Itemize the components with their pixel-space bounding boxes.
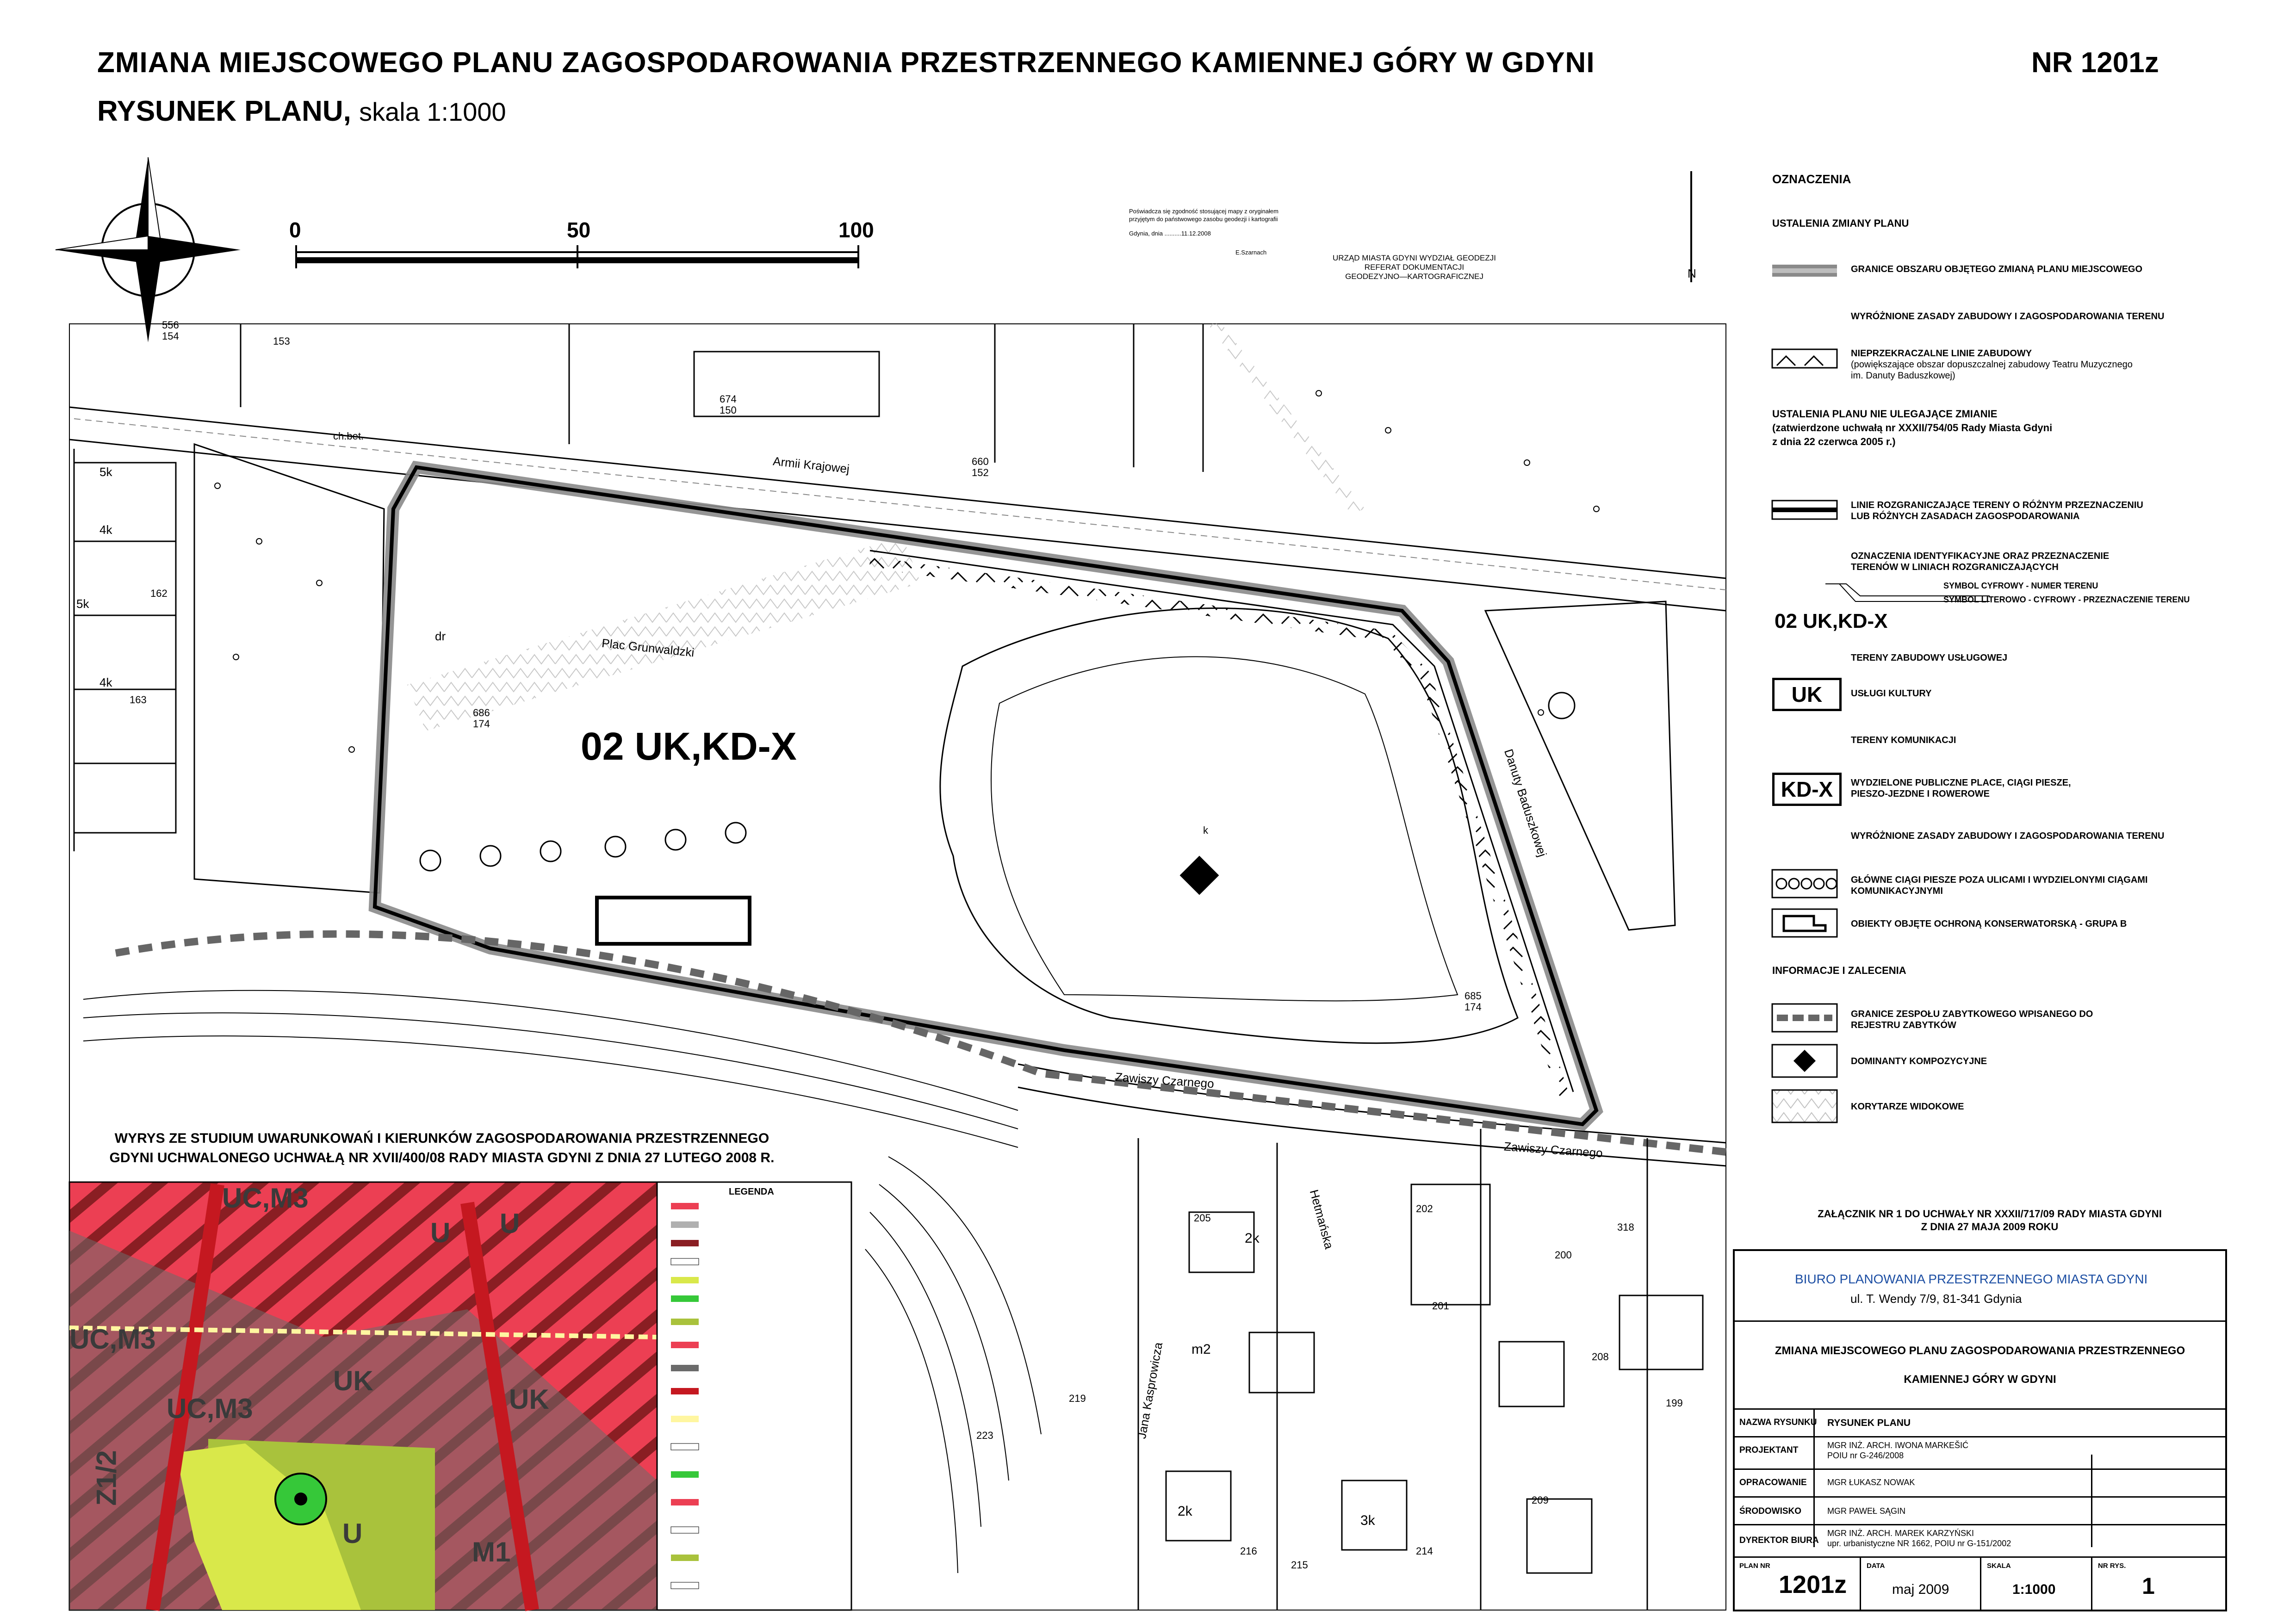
attachment-line-2: Z DNIA 27 MAJA 2009 ROKU [1921, 1221, 2059, 1233]
row-label-director: DYREKTOR BIURA [1739, 1536, 1819, 1545]
legend-desc-kdx-1: WYDZIELONE PUBLICZNE PLACE, CIĄGI PIESZE, [1851, 778, 2071, 788]
scale-tick-100: 100 [838, 218, 874, 242]
legend-ident [1851, 551, 2109, 573]
building-m2: m2 [1191, 1342, 1211, 1357]
square-label: Plac Grunwaldzki [601, 636, 695, 660]
legend-section-2-line-1: USTALENIA PLANU NIE ULEGAJĄCE ZMIANIE [1772, 408, 1998, 420]
plan-title: ZMIANA MIEJSCOWEGO PLANU ZAGOSPODAROWANIA PRZESTRZENNEGO KAMIENNEJ GÓRY W GDYNI [97, 47, 1595, 79]
legend-sub-principles: WYRÓŻNIONE ZASADY ZABUDOWY I ZAGOSPODAROWANIA TERENU [1851, 311, 2165, 322]
row-label-name: NAZWA RYSUNKU [1739, 1418, 1817, 1427]
parcel-199: 199 [1666, 1397, 1683, 1409]
parcel-318: 318 [1617, 1221, 1634, 1233]
title-block-office: BIURO PLANOWANIA PRZESTRZENNEGO MIASTA GDYNI [1795, 1272, 2148, 1286]
scale-tick-50: 50 [567, 218, 591, 242]
legend-section-3: INFORMACJE I ZALECENIA [1772, 965, 1906, 976]
legend-desc-kdx [1851, 777, 2071, 799]
plan-nr-label: PLAN NR [1739, 1562, 1770, 1570]
north-arrow-icon [56, 157, 241, 342]
legend-protection: OBIEKTY OBJĘTE OCHRONĄ KONSERWATORSKĄ - GRUPA B [1851, 919, 2127, 929]
row-value-designer-2: POIU nr G-246/2008 [1827, 1451, 1904, 1460]
zone-label: 02 UK,KD-X [581, 725, 797, 768]
attachment-note [1768, 1208, 2212, 1233]
scale-tick-0: 0 [289, 218, 301, 242]
building-5k: 5k [99, 465, 112, 479]
row-value-environment: MGR PAWEŁ SĄGIN [1827, 1506, 1906, 1516]
row-value-designer: MGR INŻ. ARCH. IWONA MARKEŠIĆ [1827, 1441, 1969, 1450]
roundabout-icon [1549, 693, 1575, 719]
title-block-address: ul. T. Wendy 7/9, 81-341 Gdynia [1850, 1292, 2022, 1306]
studium-title-2: GDYNI UCHWALONEGO UCHWAŁĄ NR XVII/400/08 RADY MIASTA GDYNI Z DNIA 27 LUTEGO 2008 R. [109, 1150, 775, 1165]
studium-title [74, 1129, 810, 1168]
parcel-215: 215 [1291, 1559, 1308, 1571]
legend-symbol-kdx: KD-X [1772, 773, 1842, 806]
cert-signature: E.Szarnach [1235, 249, 1267, 256]
parcel-174: 174 [473, 718, 490, 730]
date-value: maj 2009 [1892, 1582, 1949, 1597]
parcel-201: 201 [1432, 1300, 1449, 1312]
legend-ident-2: TERENÓW W LINIACH ROZGRANICZAJĄCYCH [1851, 562, 2059, 572]
small-north-arrow-icon [1688, 171, 1696, 282]
studium-label-u-2: U [430, 1217, 451, 1248]
studium-label-uk-2: UK [509, 1384, 549, 1415]
demarcation-line [375, 467, 1596, 1124]
studium-label-u-1: U [500, 1208, 520, 1239]
parcel-152: 152 [972, 467, 989, 478]
label-dr: dr [435, 629, 446, 643]
parcel-174b: 174 [1464, 1001, 1482, 1013]
parcel-219: 219 [1069, 1393, 1086, 1404]
row-label-designer: PROJEKTANT [1739, 1445, 1799, 1455]
legend-heading: OZNACZENIA [1772, 172, 1851, 186]
parcel-214: 214 [1416, 1545, 1433, 1557]
title-block [1733, 1249, 2227, 1611]
legend-pedestrian-2: KOMUNIKACYJNYMI [1851, 886, 1943, 896]
pedestrian-path [420, 823, 746, 871]
label-k: k [1203, 824, 1208, 836]
legend-section-2 [1772, 407, 2052, 449]
legend-section-1: USTALENIA ZMIANY PLANU [1772, 217, 1909, 229]
studium-label-ucm3-mid: UC,M3 [167, 1393, 253, 1424]
sheet-nr-label: NR RYS. [2098, 1562, 2126, 1570]
legend-symbol-uk: UK [1772, 678, 1842, 711]
building-4k-2: 4k [99, 675, 112, 689]
certification-stamp [1129, 207, 1278, 256]
legend-building-lines-1: NIEPRZEKRACZALNE LINIE ZABUDOWY [1851, 348, 2032, 359]
cert-line-3: Gdynia, dnia ..........11.12.2008 [1129, 230, 1211, 237]
parcel-674: 674 [720, 393, 737, 405]
office-line-3: GEODEZYJNO—KARTOGRAFICZNEJ [1345, 272, 1483, 281]
parcel-216: 216 [1240, 1545, 1257, 1557]
legend-demarcation-2: LUB RÓŻNYCH ZASADACH ZAGOSPODAROWANIA [1851, 511, 2080, 521]
plan-boundary [375, 467, 1596, 1124]
cert-line-1: Poświadcza się zgodność stosującej mapy z oryginałem [1129, 208, 1278, 215]
drawing-name: RYSUNEK PLANU, [97, 95, 351, 127]
parcel-150: 150 [720, 404, 737, 416]
legend-section-2-line-2: (zatwierdzone uchwałą nr XXXII/754/05 Rady Miasta Gdyni [1772, 422, 2053, 434]
row-value-name: RYSUNEK PLANU [1827, 1418, 1911, 1428]
legend-desc-kdx-2: PIESZO-JEZDNE I ROWEROWE [1851, 789, 1990, 799]
building-2k: 2k [1245, 1231, 1260, 1246]
studium-label-u-3: U [342, 1518, 363, 1549]
legend-ident-lit: SYMBOL LITEROWO - CYFROWY - PRZEZNACZENIE TERENU [1943, 595, 2190, 604]
row-value-director: MGR INŻ. ARCH. MAREK KARZYŃSKI [1827, 1529, 1974, 1538]
dominant-icon [1180, 856, 1219, 895]
parcel-162: 162 [150, 588, 168, 599]
street-kasprowicza-label: Jana Kasprowicza [1134, 1341, 1166, 1440]
protected-object [597, 898, 750, 944]
street-zawiszy-label: Zawiszy Czarnego [1115, 1070, 1215, 1091]
building-5k-2: 5k [76, 597, 89, 611]
parcel-163: 163 [130, 694, 147, 706]
view-corridor [407, 324, 1365, 731]
legend-desc-uk: USŁUGI KULTURY [1851, 688, 1932, 699]
studium-title-1: WYRYS ZE STUDIUM UWARUNKOWAŃ I KIERUNKÓW ZAGOSPODAROWANIA PRZESTRZENNEGO [114, 1131, 769, 1146]
legend-demarcation [1851, 500, 2143, 522]
parcel-556: 556 [162, 319, 179, 331]
parcel-660: 660 [972, 456, 989, 467]
legend-dominants: DOMINANTY KOMPOZYCYJNE [1851, 1056, 1987, 1066]
date-label: DATA [1867, 1562, 1885, 1570]
parcel-202: 202 [1416, 1203, 1433, 1214]
sheet-nr-value: 1 [2142, 1573, 2155, 1599]
attachment-line-1: ZAŁĄCZNIK NR 1 DO UCHWAŁY NR XXXII/717/09 RADY MIASTA GDYNI [1818, 1208, 2162, 1220]
scale-text: skala 1:1000 [359, 97, 506, 126]
lower-parcels [1138, 1129, 1703, 1610]
parcel-205: 205 [1194, 1212, 1211, 1224]
scale-label: SKALA [1987, 1562, 2011, 1570]
title-block-plan-title-2: KAMIENNEJ GÓRY W GDYNI [1904, 1373, 2056, 1386]
parcel-208: 208 [1592, 1351, 1609, 1363]
building-4k: 4k [99, 523, 112, 537]
street-baduszkowej-label: Danuty Baduszkowej [1502, 747, 1550, 859]
studium-label-uk-1: UK [333, 1365, 373, 1396]
upper-parcels [74, 324, 1675, 930]
certification-office [1333, 254, 1496, 281]
parcel-200: 200 [1555, 1249, 1572, 1261]
plan-nr-value: 1201z [1779, 1571, 1847, 1598]
legend-sub-principles-2: WYRÓŻNIONE ZASADY ZABUDOWY I ZAGOSPODAROWANIA TERENU [1851, 831, 2165, 841]
legend-ident-1: OZNACZENIA IDENTYFIKACYJNE ORAZ PRZEZNACZENIE [1851, 551, 2110, 561]
street-armii-label: Armii Krajowej [772, 454, 850, 476]
label-ch-bet: ch.bet. [333, 430, 364, 442]
legend-section-2-line-3: z dnia 22 czerwca 2005 r.) [1772, 436, 1896, 447]
svg-text:N: N [1688, 266, 1696, 280]
legend-sub-uslugowe: TERENY ZABUDOWY USŁUGOWEJ [1851, 653, 2008, 663]
legend-pedestrian [1851, 874, 2147, 897]
legend-sub-komunikacji: TERENY KOMUNIKACJI [1851, 735, 1956, 745]
studium-label-m1: M1 [472, 1536, 511, 1567]
theatre-building [991, 657, 1458, 1001]
legend-ident-example: 02 UK,KD-X [1775, 610, 1888, 632]
studium-label-ucm3-left: UC,M3 [69, 1324, 156, 1355]
row-value-elaboration: MGR ŁUKASZ NOWAK [1827, 1478, 1915, 1487]
legend-boundary: GRANICE OBSZARU OBJĘTEGO ZMIANĄ PLANU MIEJSCOWEGO [1851, 264, 2143, 274]
parcel-686: 686 [473, 707, 490, 719]
row-label-elaboration: OPRACOWANIE [1739, 1478, 1807, 1487]
plan-number: NR 1201z [2031, 47, 2159, 79]
scale-value: 1:1000 [2012, 1582, 2056, 1597]
studium-legend-title: LEGENDA [729, 1187, 774, 1197]
row-label-environment: ŚRODOWISKO [1739, 1506, 1802, 1516]
legend-heritage [1851, 1009, 2093, 1031]
theatre-parcel [940, 608, 1518, 1043]
parcel-209: 209 [1532, 1494, 1549, 1506]
legend-building-lines [1851, 348, 2133, 381]
legend-building-lines-3: im. Danuty Baduszkowej) [1851, 371, 1955, 381]
title-block-plan-title-1: ZMIANA MIEJSCOWEGO PLANU ZAGOSPODAROWANIA PRZESTRZENNEGO [1775, 1344, 2185, 1357]
legend-heritage-1: GRANICE ZESPOŁU ZABYTKOWEGO WPISANEGO DO [1851, 1009, 2093, 1019]
legend-ident-num: SYMBOL CYFROWY - NUMER TERENU [1943, 581, 2098, 590]
heritage-boundary [116, 934, 1726, 1152]
parcel-685: 685 [1464, 990, 1482, 1002]
legend-building-lines-2: (powiększające obszar dopuszczalnej zabudowy Teatru Muzycznego [1851, 359, 2133, 370]
legend-view-corridors: KORYTARZE WIDOKOWE [1851, 1102, 1964, 1112]
office-line-1: URZĄD MIASTA GDYNI WYDZIAŁ GEODEZJI [1333, 254, 1496, 262]
street-zawiszy-label-2: Zawiszy Czarnego [1503, 1139, 1603, 1160]
parcel-223: 223 [976, 1430, 993, 1441]
row-value-director-2: upr. urbanistyczne NR 1662, POIU nr G-151/2002 [1827, 1539, 2011, 1548]
building-3k: 3k [1360, 1513, 1375, 1528]
building-2k-2: 2k [1178, 1504, 1192, 1519]
studium-label-z12: Z1/2 [91, 1450, 122, 1506]
street-hetmanska-label: Hetmańska [1307, 1188, 1336, 1251]
office-line-2: REFERAT DOKUMENTACJI [1364, 263, 1464, 272]
scale-bar [296, 245, 858, 268]
parcel-153: 153 [273, 335, 290, 347]
parcel-154: 154 [162, 330, 179, 342]
cert-line-2: przyjętym do państwowego zasobu geodezji i kartografii [1129, 216, 1278, 223]
legend-demarcation-1: LINIE ROZGRANICZAJĄCE TERENY O RÓŻNYM PRZEZNACZENIU [1851, 500, 2143, 510]
legend-heritage-2: REJESTRU ZABYTKÓW [1851, 1020, 1956, 1030]
studium-label-ucm3-top: UC,M3 [222, 1183, 309, 1214]
legend-pedestrian-1: GŁÓWNE CIĄGI PIESZE POZA ULICAMI I WYDZIELONYMI CIĄGAMI [1851, 875, 2148, 885]
title-block-plan-title [1735, 1337, 2225, 1394]
